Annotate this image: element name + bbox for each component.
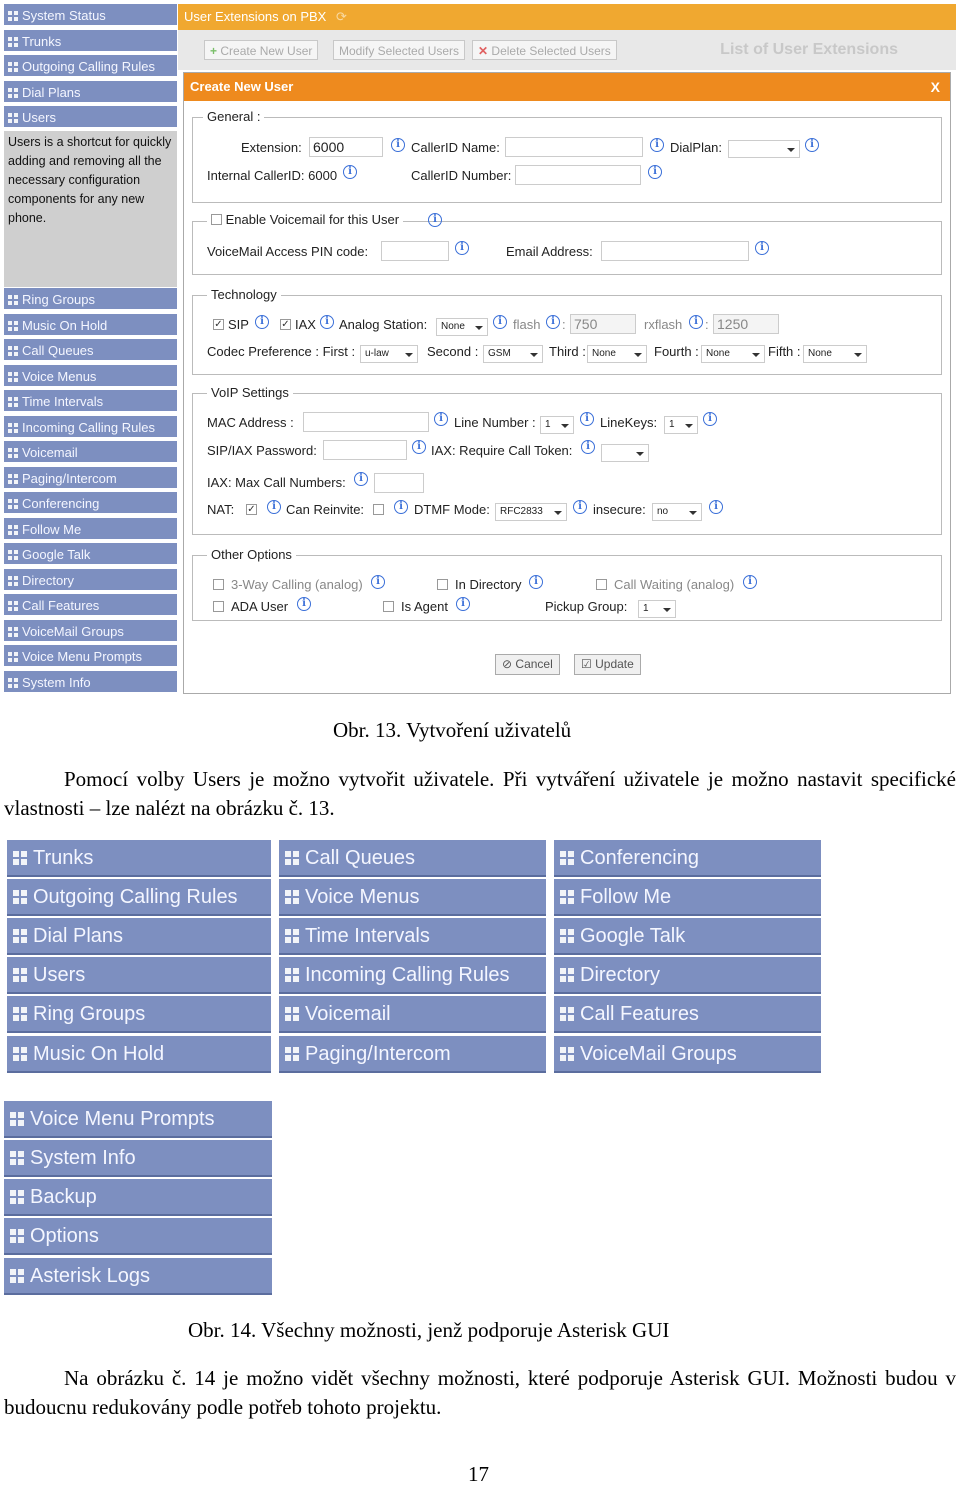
sidebar-item-dial-plans[interactable]: Dial Plans [4,81,177,104]
grid-icon [13,851,27,865]
info-icon[interactable]: i [581,440,595,454]
voicemail-section [192,212,942,275]
grid-icon [10,1269,24,1283]
sidebar-item-system-info[interactable]: System Info [4,671,177,694]
call-waiting-checkbox[interactable] [596,579,607,590]
call-token-select[interactable] [601,444,649,462]
grid-icon [8,601,18,611]
sidebar-item-users[interactable]: Users [4,106,177,129]
refresh-icon[interactable]: ⟳ [335,9,347,24]
info-icon[interactable]: i [434,412,448,426]
ada-user-label: ADA User [231,599,289,614]
password-label: SIP/IAX Password: [207,443,317,458]
sidebar-item-voice-menu-prompts[interactable]: Voice Menu Prompts [4,645,177,668]
codec-third-select[interactable]: None [587,345,647,363]
callerid-name-label: CallerID Name: [411,140,500,155]
codec-third-label: Third : [549,344,586,359]
technology-section [192,287,942,375]
create-user-form [183,72,951,694]
info-icon[interactable]: i [648,165,662,179]
grid-icon [285,1007,299,1021]
page-number: 17 [468,1462,489,1486]
grid-icon [560,1007,574,1021]
info-icon[interactable]: i [743,575,757,589]
sidebar-item-incoming-calling-rules[interactable]: Incoming Calling Rules [4,416,177,439]
sidebar-item-call-features[interactable]: Call Features [4,594,177,617]
menu-item-dial-plans[interactable]: Dial Plans [7,918,271,955]
dialplan-select[interactable] [728,140,800,158]
menu-item-call-features[interactable]: Call Features [554,996,821,1033]
sidebar-item-music-on-hold[interactable]: Music On Hold [4,314,177,337]
grid-icon [10,1151,24,1165]
info-icon[interactable]: i [455,241,469,255]
menu-item-call-queues[interactable]: Call Queues [279,840,546,877]
figure-14-caption: Obr. 14. Všechny možnosti, jenž podporuje Asterisk GUI [188,1318,670,1342]
form-header [184,73,950,101]
call-waiting-label: Call Waiting (analog) [614,577,735,592]
figure-13-caption: Obr. 13. Vytvoření uživatelů [333,718,572,742]
grid-icon [13,929,27,943]
can-reinvite-checkbox[interactable] [373,504,384,515]
info-icon[interactable]: i [703,412,717,426]
nat-label: NAT: [207,502,235,517]
grid-icon [8,397,18,407]
delete-x-icon: ✕ [478,44,489,58]
grid-icon [10,1229,24,1243]
call-token-label: IAX: Require Call Token: [431,443,573,458]
menu-item-options[interactable]: Options [4,1218,272,1255]
grid-icon [13,1047,27,1061]
grid-icon [13,890,27,904]
ada-user-checkbox[interactable] [213,601,224,612]
codec-fifth-select[interactable]: None [803,345,867,363]
voip-legend: VoIP Settings [207,385,293,400]
sidebar-item-follow-me[interactable]: Follow Me [4,518,177,541]
colon: : [562,317,566,332]
grid-icon [285,929,299,943]
sidebar-item-call-queues[interactable]: Call Queues [4,339,177,362]
enable-voicemail-checkbox[interactable] [211,214,222,225]
info-icon[interactable]: i [493,315,507,329]
info-icon[interactable]: i [255,315,269,329]
grid-icon [8,37,18,47]
email-input[interactable] [601,241,749,261]
info-icon[interactable]: i [546,315,560,329]
grid-icon [8,525,18,535]
menu-item-voicemail[interactable]: Voicemail [279,996,546,1033]
extension-label: Extension: [241,140,302,155]
info-icon[interactable]: i [354,472,368,486]
grid-icon [8,321,18,331]
grid-icon [10,1190,24,1204]
info-icon[interactable]: i [412,440,426,454]
grid-icon [8,11,18,21]
max-calls-label: IAX: Max Call Numbers: [207,475,346,490]
pickup-group-select[interactable]: 1 [638,600,676,618]
voicemail-legend: Enable Voicemail for this User [207,212,403,227]
general-section [192,109,942,203]
line-number-label: Line Number : [454,415,536,430]
dtmf-mode-label: DTMF Mode: [414,502,490,517]
rxflash-input[interactable]: 1250 [713,314,779,334]
general-legend: General : [203,109,264,124]
grid-icon [560,890,574,904]
menu-item-music-on-hold[interactable]: Music On Hold [7,1036,271,1073]
sidebar-item-trunks[interactable]: Trunks [4,30,177,53]
grid-icon [8,448,18,458]
sidebar-item-conferencing[interactable]: Conferencing [4,492,177,515]
grid-icon [13,968,27,982]
callerid-number-label: CallerID Number: [411,168,512,183]
grid-icon [8,113,18,123]
grid-icon [8,423,18,433]
sip-label: SIP [228,317,249,332]
menu-item-conferencing[interactable]: Conferencing [554,840,821,877]
grid-icon [8,499,18,509]
panel-title-bar [178,4,956,30]
codec-second-label: Second : [427,344,479,359]
grid-icon [8,474,18,484]
menu-item-backup[interactable]: Backup [4,1179,272,1216]
delete-selected-users-button[interactable]: ✕ Delete Selected Users [472,40,617,60]
checkbox-icon: ☑ [581,657,592,671]
internal-callerid-label: Internal CallerID: 6000 [207,168,338,183]
sidebar-item-time-intervals[interactable]: Time Intervals [4,390,177,413]
cancel-icon: ⊘ [502,657,513,671]
other-options-section [192,547,942,621]
info-icon[interactable]: i [343,165,357,179]
info-icon[interactable]: i [805,138,819,152]
grid-icon [8,88,18,98]
info-icon[interactable]: i [529,575,543,589]
grid-icon [285,968,299,982]
update-button[interactable]: ☑ Update [574,654,641,675]
codec-fourth-label: Fourth : [654,344,699,359]
other-options-legend: Other Options [207,547,296,562]
info-icon[interactable]: i [391,138,405,152]
grid-icon [13,1007,27,1021]
menu-item-follow-me[interactable]: Follow Me [554,879,821,916]
sidebar-item-google-talk[interactable]: Google Talk [4,543,177,566]
analog-station-label: Analog Station: [339,317,428,332]
menu-item-users[interactable]: Users [7,957,271,994]
flash-input[interactable]: 750 [570,314,636,334]
list-title: List of User Extensions [720,41,898,58]
pickup-group-label: Pickup Group: [545,599,628,614]
sidebar-item-system-status[interactable]: System Status [4,4,177,27]
info-icon[interactable]: i [267,500,281,514]
extension-input[interactable]: 6000 [309,137,383,157]
insecure-select[interactable]: no [652,503,702,521]
codec-second-select[interactable]: GSM [483,345,543,363]
panel-title: User Extensions on PBX [184,9,327,24]
codec-fourth-select[interactable]: None [701,345,765,363]
info-icon[interactable]: i [755,241,769,255]
analog-station-select[interactable]: None [436,318,488,336]
info-icon[interactable]: i [428,213,442,227]
codec-fifth-label: Fifth : [768,344,801,359]
voip-section [192,385,942,535]
max-calls-input[interactable] [374,473,424,493]
sidebar-item-directory[interactable]: Directory [4,569,177,592]
codec-label: Codec Preference : First : [207,344,356,359]
menu-item-trunks[interactable]: Trunks [7,840,271,877]
menu-item-directory[interactable]: Directory [554,957,821,994]
mac-address-input[interactable] [303,412,429,432]
info-icon[interactable]: i [456,597,470,611]
sidebar-item-voicemail[interactable]: Voicemail [4,441,177,464]
voicemail-pin-input[interactable] [381,241,449,261]
info-icon[interactable]: i [371,575,385,589]
menu-item-voicemail-groups[interactable]: VoiceMail Groups [554,1036,821,1073]
grid-icon [285,1047,299,1061]
grid-icon [560,1047,574,1061]
create-new-user-button[interactable]: + Create New User [204,40,318,60]
sidebar-item-ring-groups[interactable]: Ring Groups [4,288,177,311]
dtmf-mode-select[interactable]: RFC2833 [495,503,567,521]
email-label: Email Address: [506,244,593,259]
menu-item-system-info[interactable]: System Info [4,1140,272,1177]
grid-icon [8,62,18,72]
plus-icon: + [210,44,218,58]
menu-item-asterisk-logs[interactable]: Asterisk Logs [4,1258,272,1295]
codec-first-select[interactable]: u-law [360,345,418,363]
grid-icon [8,652,18,662]
voicemail-pin-label: VoiceMail Access PIN code: [207,244,369,259]
is-agent-checkbox[interactable] [383,601,394,612]
menu-item-voice-menus[interactable]: Voice Menus [279,879,546,916]
sip-checkbox[interactable]: ✓ [214,319,223,330]
dialplan-label: DialPlan: [670,140,723,155]
colon: : [705,317,709,332]
three-way-calling-label: 3-Way Calling (analog) [231,577,363,592]
grid-icon [560,851,574,865]
callerid-name-input[interactable] [505,137,643,157]
rxflash-label: rxflash [644,317,683,332]
sidebar-item-outgoing-calling-rules[interactable]: Outgoing Calling Rules [4,55,177,78]
linekeys-select[interactable]: 1 [664,416,698,434]
grid-icon [285,851,299,865]
line-number-select[interactable]: 1 [540,416,574,434]
info-icon[interactable]: i [394,500,408,514]
info-icon[interactable]: i [689,315,703,329]
grid-icon [8,678,18,688]
grid-icon [8,295,18,305]
close-icon[interactable]: X [930,79,940,95]
sidebar-item-voice-menus[interactable]: Voice Menus [4,365,177,388]
menu-item-paging-intercom[interactable]: Paging/Intercom [279,1036,546,1073]
paragraph-2: Na obrázku č. 14 je možno vidět všechny možnosti, které podporuje Asterisk GUI. Možnosti budou v budoucnu redukovány podle potřeb tohoto projektu. [4,1366,956,1419]
mac-address-label: MAC Address : [207,415,294,430]
menu-item-time-intervals[interactable]: Time Intervals [279,918,546,955]
grid-icon [10,1112,24,1126]
info-icon[interactable]: i [709,500,723,514]
info-icon[interactable]: i [650,138,664,152]
is-agent-label: Is Agent [401,599,448,614]
linekeys-label: LineKeys: [600,415,658,430]
menu-item-ring-groups[interactable]: Ring Groups [7,996,271,1033]
menu-item-google-talk[interactable]: Google Talk [554,918,821,955]
modify-selected-users-button[interactable]: Modify Selected Users [333,40,465,60]
in-directory-label: In Directory [455,577,522,592]
info-icon[interactable]: i [573,500,587,514]
menu-item-incoming-calling-rules[interactable]: Incoming Calling Rules [279,957,546,994]
grid-icon [285,890,299,904]
menu-item-voice-menu-prompts[interactable]: Voice Menu Prompts [4,1101,272,1138]
can-reinvite-label: Can Reinvite: [286,502,365,517]
flash-label: flash [513,317,541,332]
grid-icon [8,346,18,356]
sidebar-description: Users is a shortcut for quickly adding and removing all the necessary configuration components for any new phone. [4,131,177,287]
nat-checkbox[interactable]: ✓ [247,504,256,515]
info-icon[interactable]: i [580,412,594,426]
three-way-calling-checkbox[interactable] [213,579,224,590]
password-input[interactable] [323,440,407,460]
toolbar [178,30,956,70]
internal-callerid-value: 6000 [308,168,338,183]
grid-icon [8,372,18,382]
info-icon[interactable]: i [297,597,311,611]
sidebar-item-voicemail-groups[interactable]: VoiceMail Groups [4,620,177,643]
grid-icon [560,968,574,982]
grid-icon [8,576,18,586]
cancel-button[interactable]: ⊘ Cancel [495,654,560,675]
grid-icon [560,929,574,943]
iax-checkbox[interactable]: ✓ [281,319,290,330]
technology-legend: Technology [207,287,281,302]
sidebar-item-paging-intercom[interactable]: Paging/Intercom [4,467,177,490]
insecure-label: insecure: [593,502,646,517]
menu-item-outgoing-calling-rules[interactable]: Outgoing Calling Rules [7,879,271,916]
paragraph-1: Pomocí volby Users je možno vytvořit uživatele. Při vytváření uživatele je možno nastavit specifické vlastnosti – lze nalézt na obrázku č. 13. [4,767,956,820]
iax-label: IAX [295,317,316,332]
grid-icon [8,627,18,637]
grid-icon [8,550,18,560]
callerid-number-input[interactable] [515,165,641,185]
form-title: Create New User [190,79,294,94]
in-directory-checkbox[interactable] [437,579,448,590]
info-icon[interactable]: i [320,315,334,329]
